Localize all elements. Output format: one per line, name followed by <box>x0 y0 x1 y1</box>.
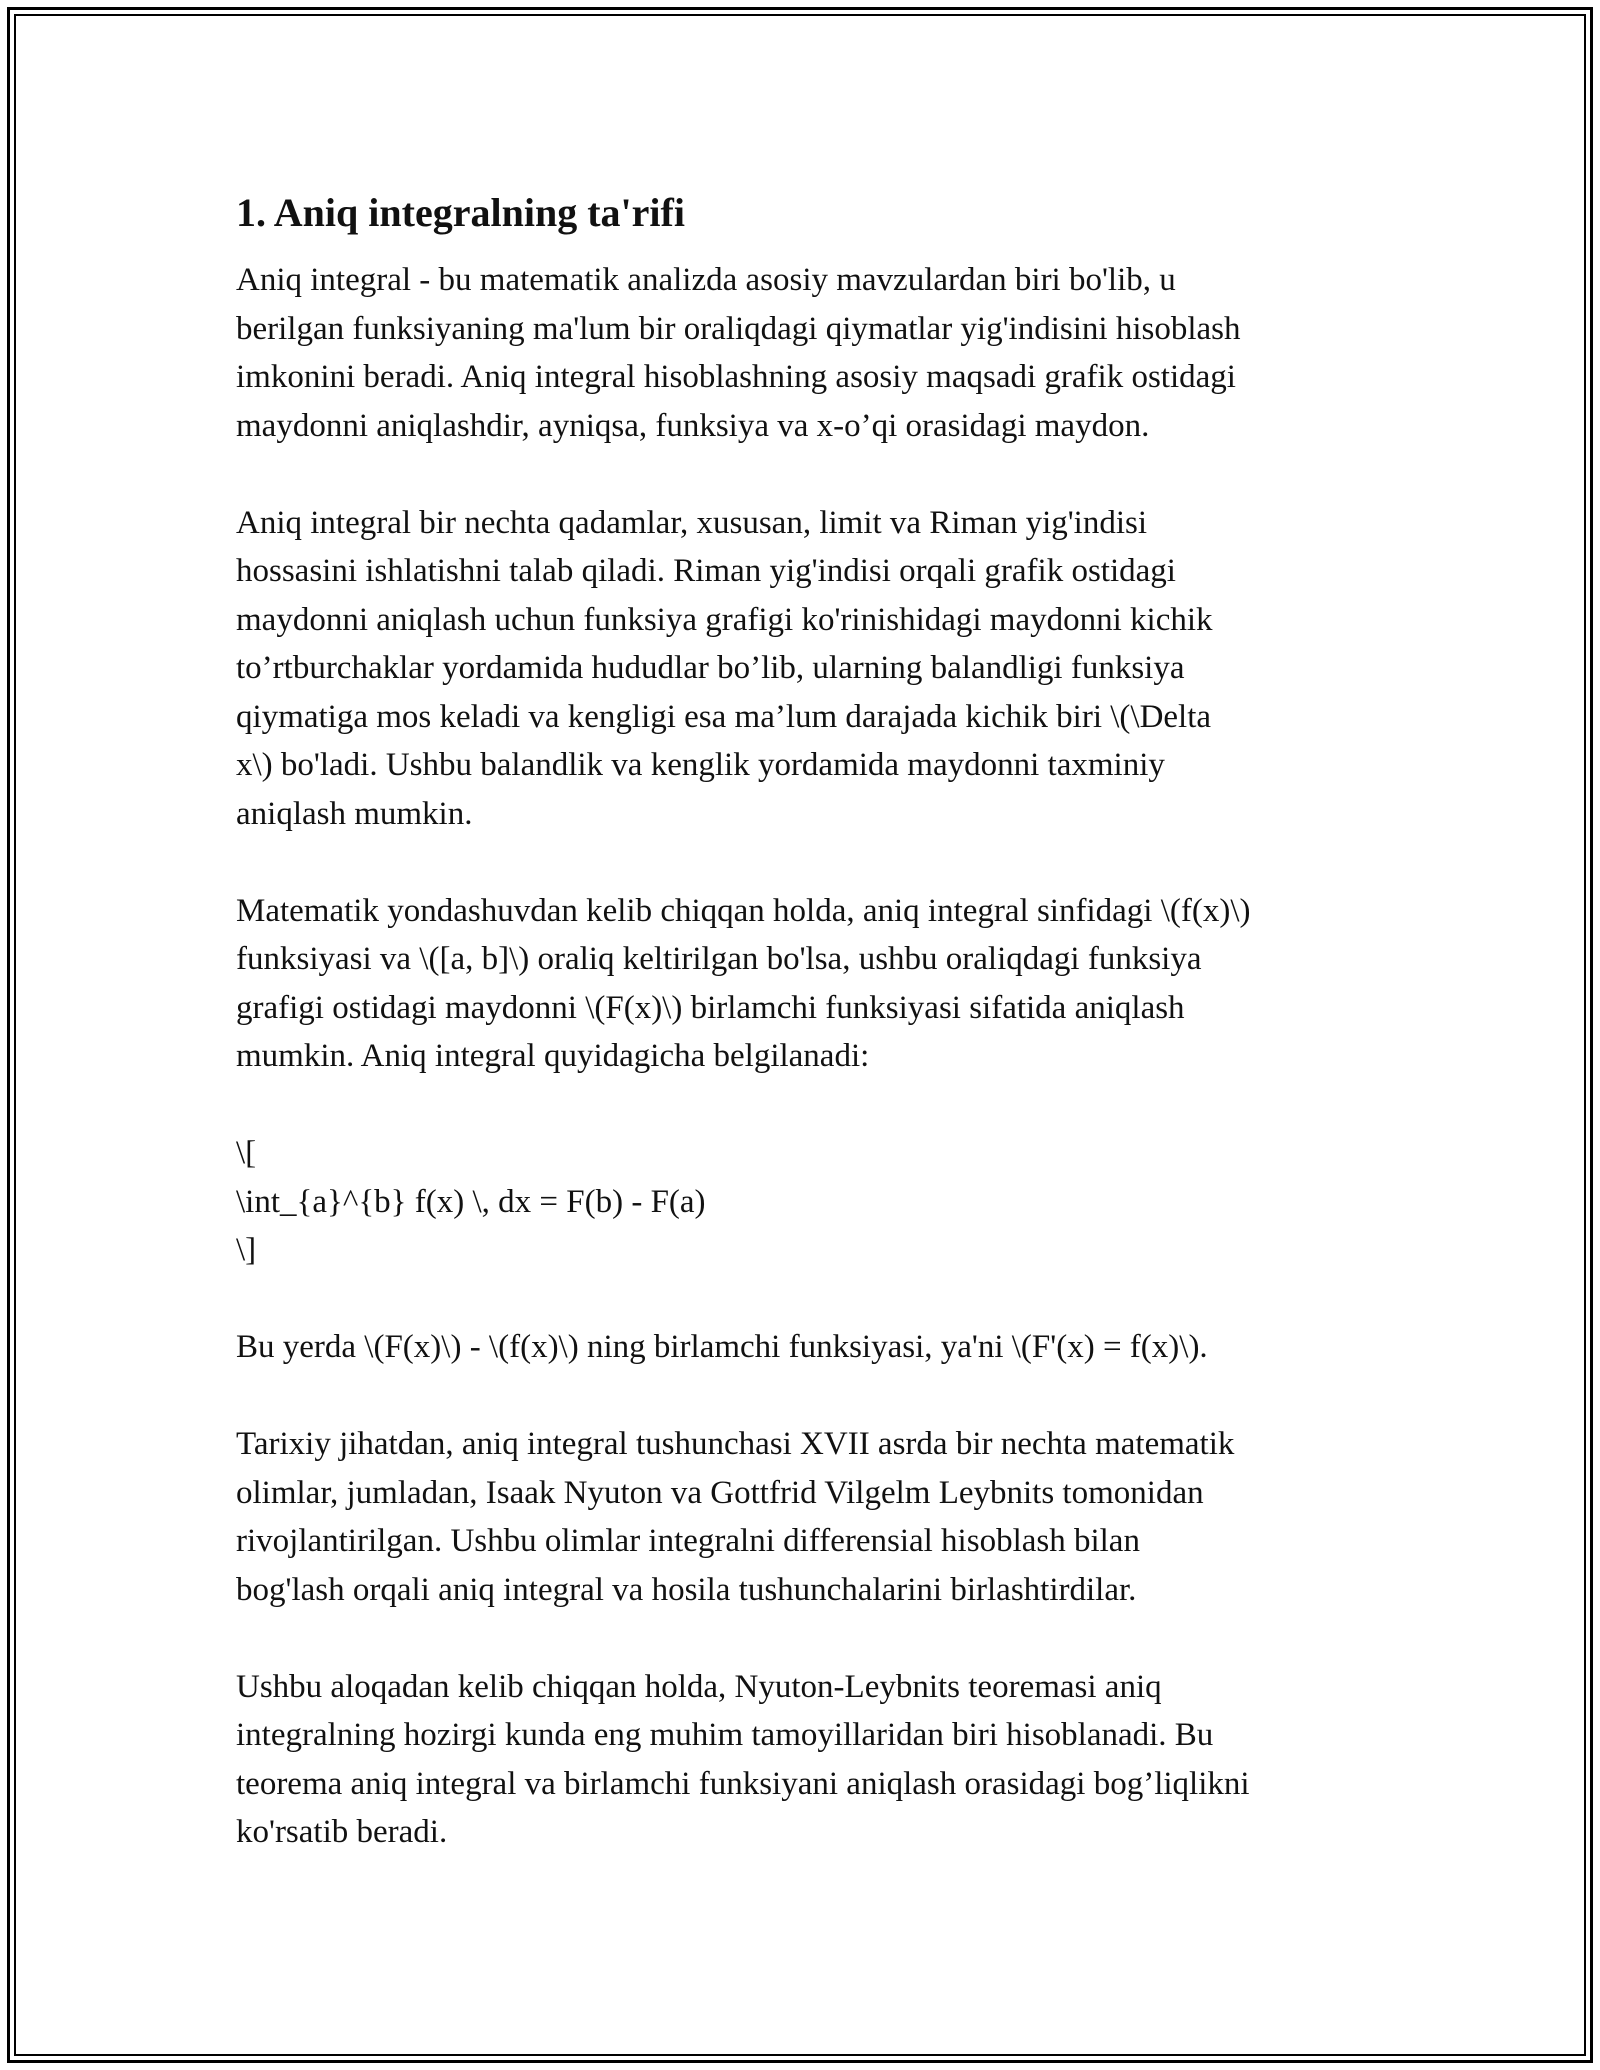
paragraph-definition: Aniq integral - bu matematik analizda asosiy mavzulardan biri bo'lib, u berilgan funksiyaning ma'lum bir oraliqdagi qiymatlar yig'indisini hisoblash imkonini beradi. Aniq integral hisoblashning asosiy maqsadi grafik ostidagi maydonni aniqlashdir, ayniqsa, funksiya va x-o’qi orasidagi maydon. <box>236 262 1241 444</box>
paragraph-history: Tarixiy jihatdan, aniq integral tushunchasi XVII asrda bir nechta matematik olimlar, jumladan, Isaak Nyuton va Gottfrid Vilgelm Leybnits tomonidan rivojlantirilgan. Ushbu olimlar integralni differensial hisoblash bilan bog'lash orqali aniq integral va hosila tushunchalarini birlashtirdilar. <box>236 1426 1235 1608</box>
paragraph-antiderivative: Bu yerda \(F(x)\) - \(f(x)\) ning birlamchi funksiyasi, ya'ni \(F'(x) = f(x)\). <box>236 1329 1208 1365</box>
formula-block: \[ \int_{a}^{b} f(x) \, dx = F(b) - F(a) \] <box>236 1135 706 1268</box>
document-body <box>236 186 1386 1857</box>
paragraph-notation: Matematik yondashuvdan kelib chiqqan holda, aniq integral sinfidagi \(f(x)\) funksiyasi va \([a, b]\) oraliq keltirilgan bo'lsa, ushbu oraliqdagi funksiya grafigi ostidagi maydonni \(F(x)\) birlamchi funksiyasi sifatida aniqlash mumkin. Aniq integral quyidagicha belgilanadi: <box>236 892 1251 1074</box>
section-heading: 1. Aniq integralning ta'rifi <box>236 190 685 235</box>
paragraph-theorem: Ushbu aloqadan kelib chiqqan holda, Nyuton-Leybnits teoremasi aniq integralning hozirgi kunda eng muhim tamoyillaridan biri hisoblanadi. Bu teorema aniq integral va birlamchi funksiyani aniqlash orasidagi bog’liqlikni ko'rsatib beradi. <box>236 1668 1250 1850</box>
paragraph-riemann-sum: Aniq integral bir nechta qadamlar, xususan, limit va Riman yig'indisi hossasini ishlatishni talab qiladi. Riman yig'indisi orqali grafik ostidagi maydonni aniqlash uchun funksiya grafigi ko'rinishidagi maydonni kichik to’rtburchaklar yordamida hududlar bo’lib, ularning balandligi funksiya qiymatiga mos keladi va kengligi esa ma’lum darajada kichik biri \(\Delta x\) bo'ladi. Ushbu balandlik va kenglik yordamida maydonni taxminiy aniqlash mumkin. <box>236 504 1213 832</box>
